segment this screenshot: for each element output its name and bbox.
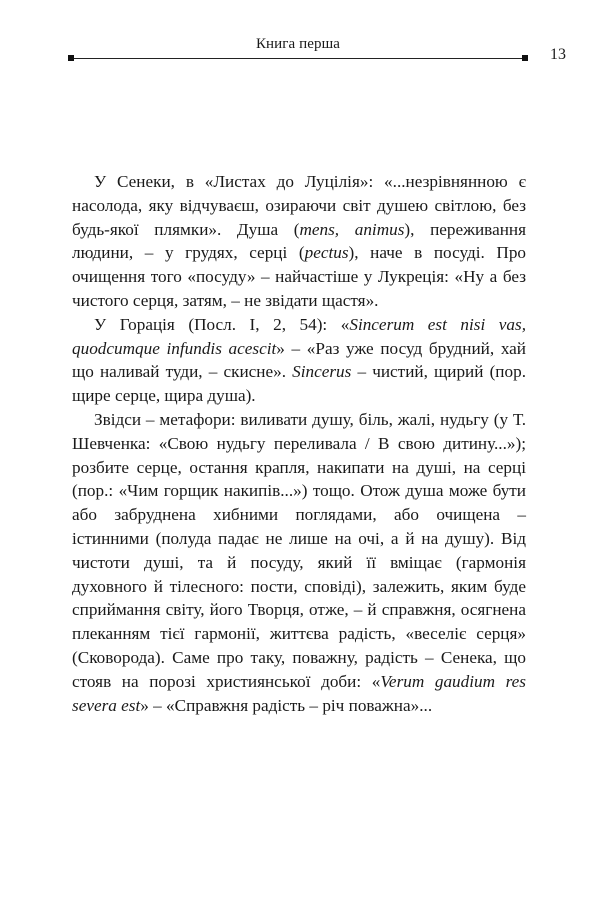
latin-quote: pectus bbox=[304, 243, 349, 263]
latin-quote: mens, animus bbox=[299, 219, 405, 239]
header-rule bbox=[70, 58, 526, 59]
paragraph-metaphors bbox=[72, 408, 526, 717]
text-run: » – «Справжня радість – річ поважна»... bbox=[140, 695, 433, 715]
rule-end-mark-left bbox=[68, 55, 74, 61]
text-run: – чистий, щирий (пор. щире серце, щира душа). bbox=[72, 362, 526, 406]
text-run: ), наче в посуді. Про очищення того «посуду» – найчастіше у Лукреція: «Ну а без чистого серця, затям, – не звідати щастя». bbox=[72, 243, 527, 310]
text-run: У Сенеки, в «Листах до Луцілія»: «...незрівнянною є насолода, яку відчуваєш, озираючи світ душею світлою, без будь-якої плямки». Душа ( bbox=[72, 172, 526, 239]
text-run: У Горація (Посл. I, 2, 54): « bbox=[94, 314, 350, 334]
paragraph-seneca bbox=[72, 170, 526, 313]
latin-quote: Sincerum est nisi vas, quodcumque infundis acescit bbox=[72, 314, 526, 358]
latin-quote: Verum gaudium res severa est bbox=[72, 671, 526, 715]
running-head bbox=[66, 34, 530, 64]
latin-quote: Sincerus bbox=[292, 362, 352, 382]
text-run: ), переживання людини, – у грудях, серці ( bbox=[72, 219, 527, 263]
rule-end-mark-right bbox=[522, 55, 528, 61]
body-text bbox=[72, 170, 526, 717]
text-run: Звідси – метафори: виливати душу, біль, жалі, нудьгу (у Т. Шевченка: «Свою нудьгу переливала / В свою дитину...»); розбите серце, остання крапля, накипати на душі, на серці (пор.: «Чим горщик накипів...») тощо. Отож душа може бути або забруднена хибними поглядами, або очищена – істинними (полуда падає не лише на очі, а й на душу). Від чистоти душі, та й посуду, який її вміщає (гармонія духовного й тілесного: пости, сповіді), залежить, яким буде сприймання світу, його Творця, отже, – й справжня, осягнена плеканням тієї гармонії, життєва радість, «веселіє серця» (Сковорода). Саме про таку, поважну, радість – Сенека, що стояв на порозі християнської доби: « bbox=[72, 409, 526, 691]
page-number: 13 bbox=[550, 46, 566, 63]
running-title: Книга перша bbox=[255, 36, 341, 52]
paragraph-horace bbox=[72, 313, 526, 408]
text-run: » – «Раз уже посуд брудний, хай що наливай туди, – скисне». bbox=[72, 338, 527, 382]
